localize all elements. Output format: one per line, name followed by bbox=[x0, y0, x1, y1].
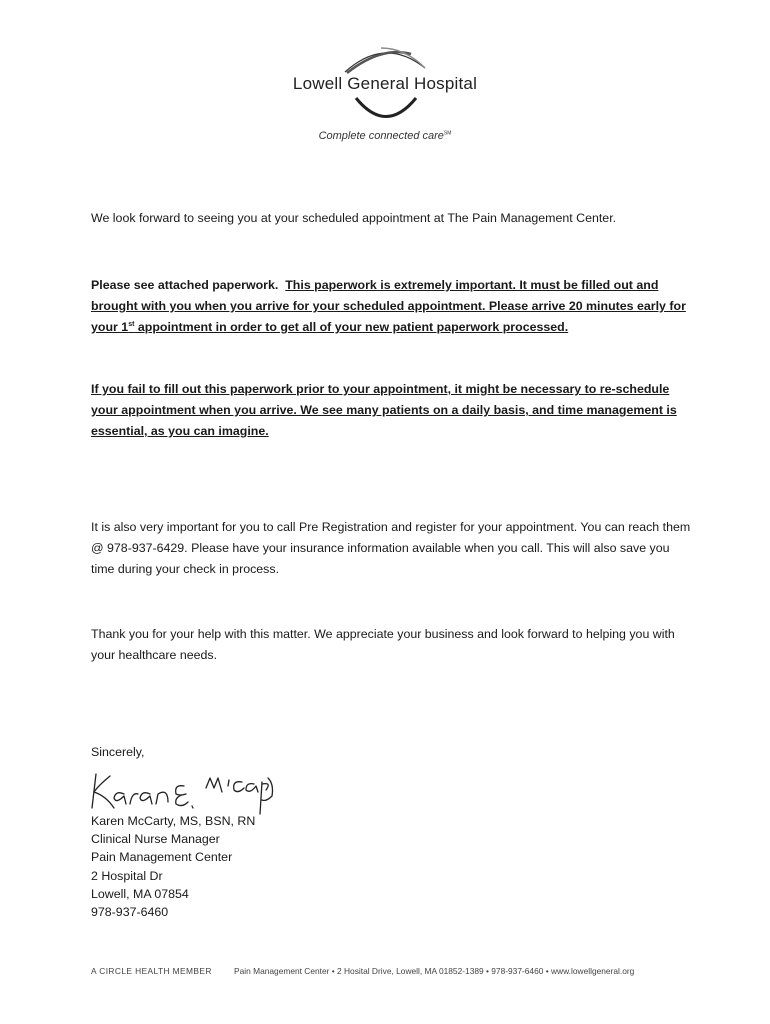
tagline-text: Complete connected care bbox=[318, 130, 444, 142]
paperwork-important-1: This paperwork is extremely important. It must be filled out and brought with you when you arrive for your scheduled appointment. Please arrive 20 minutes early for your 1 bbox=[91, 278, 686, 334]
signer-title: Clinical Nurse Manager bbox=[91, 832, 220, 847]
ordinal-suffix: st bbox=[128, 320, 135, 328]
logo-arc-top-icon bbox=[341, 44, 429, 74]
hospital-logo bbox=[0, 40, 770, 150]
signer-city: Lowell, MA 07854 bbox=[91, 886, 189, 901]
footer-address: Pain Management Center • 2 Hosital Drive, Lowell, MA 01852-1389 • 978-937-6460 • www.lowellgeneral.org bbox=[234, 966, 635, 976]
signer-street: 2 Hospital Dr bbox=[91, 868, 163, 883]
paperwork-important-2: appointment in order to get all of your new patient paperwork processed. bbox=[134, 320, 569, 334]
fail-notice-paragraph: If you fail to fill out this paperwork prior to your appointment, it might be necessary to re-schedule your appointment when you arrive. We see many patients on a daily basis, and time management is essential, as you can imagine. bbox=[91, 382, 677, 438]
hospital-name: Lowell General Hospital bbox=[292, 74, 478, 93]
logo-arc-bottom-icon bbox=[353, 95, 419, 125]
handwritten-signature bbox=[88, 768, 278, 816]
closing: Sincerely, bbox=[91, 745, 145, 759]
intro-paragraph: We look forward to seeing you at your scheduled appointment at The Pain Management Center. bbox=[91, 211, 617, 225]
signer-name: Karen McCarty, MS, BSN, RN bbox=[91, 814, 256, 828]
signature-block bbox=[91, 812, 255, 921]
signer-department: Pain Management Center bbox=[91, 850, 233, 865]
service-mark: SM bbox=[443, 130, 452, 137]
pre-registration-paragraph: It is also very important for you to call Pre Registration and register for your appointment. You can reach them @ 978-937-6429. Please have your insurance information available when you call. This will also save you time during your check in process. bbox=[91, 520, 691, 576]
paperwork-lead: Please see attached paperwork. bbox=[91, 278, 279, 292]
paperwork-paragraph bbox=[91, 275, 691, 338]
footer-member: A CIRCLE HEALTH MEMBER bbox=[91, 966, 212, 976]
thanks-paragraph: Thank you for your help with this matter. We appreciate your business and look forward to helping you with your healthcare needs. bbox=[91, 627, 675, 662]
signer-phone: 978-937-6460 bbox=[91, 905, 169, 920]
hospital-tagline bbox=[0, 130, 770, 142]
